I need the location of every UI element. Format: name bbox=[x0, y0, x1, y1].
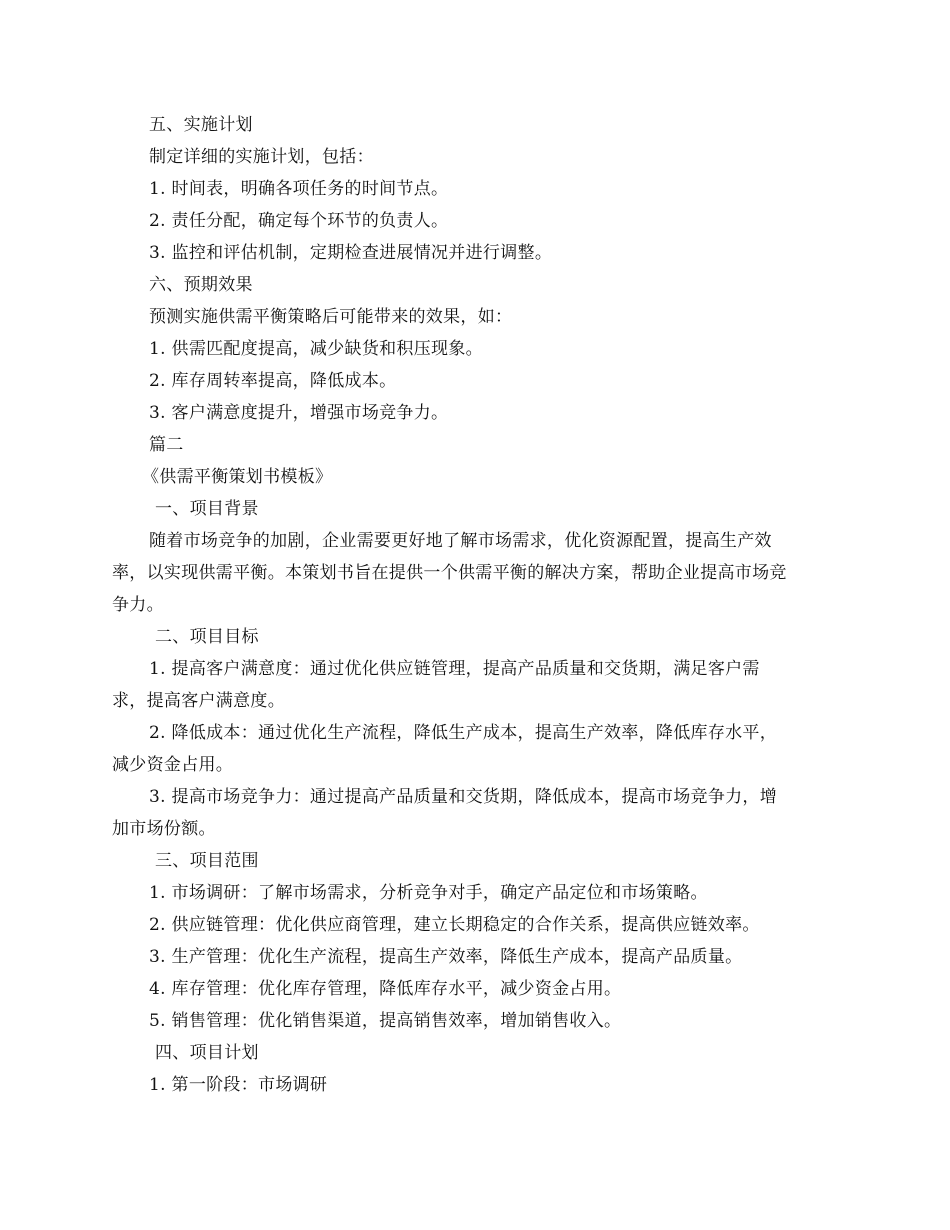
list-item: 3. 客户满意度提升，增强市场竞争力。 bbox=[149, 403, 449, 423]
list-item: 2. 责任分配，确定每个环节的负责人。 bbox=[149, 211, 449, 231]
list-item-continuation: 减少资金占用。 bbox=[112, 755, 234, 775]
list-item: 3. 监控和评估机制，定期检查进展情况并进行调整。 bbox=[149, 243, 553, 263]
section-heading: 五、实施计划 bbox=[149, 115, 253, 135]
paragraph-line: 率，以实现供需平衡。本策划书旨在提供一个供需平衡的解决方案，帮助企业提高市场竞 bbox=[112, 563, 787, 583]
list-item: 4. 库存管理：优化库存管理，降低库存水平，减少资金占用。 bbox=[149, 979, 622, 999]
section-heading: 四、项目计划 bbox=[155, 1043, 259, 1063]
paragraph-line: 争力。 bbox=[112, 595, 164, 615]
list-item: 1. 供需匹配度提高，减少缺货和积压现象。 bbox=[149, 339, 483, 359]
list-item: 1. 市场调研：了解市场需求，分析竞争对手，确定产品定位和市场策略。 bbox=[149, 883, 708, 903]
list-item: 2. 降低成本：通过优化生产流程，降低生产成本，提高生产效率，降低库存水平， bbox=[149, 723, 778, 743]
list-item: 3. 生产管理：优化生产流程，提高生产效率，降低生产成本，提高产品质量。 bbox=[149, 947, 743, 967]
list-item-continuation: 加市场份额。 bbox=[112, 819, 216, 839]
document-title: 《供需平衡策划书模板》 bbox=[142, 467, 333, 487]
list-item: 1. 提高客户满意度：通过优化供应链管理，提高产品质量和交货期，满足客户需 bbox=[149, 659, 760, 679]
section-heading: 六、预期效果 bbox=[149, 275, 253, 295]
section-heading: 二、项目目标 bbox=[155, 627, 259, 647]
list-item: 1. 时间表，明确各项任务的时间节点。 bbox=[149, 179, 449, 199]
chapter-label: 篇二 bbox=[149, 435, 184, 455]
paragraph-line: 预测实施供需平衡策略后可能带来的效果，如： bbox=[149, 307, 513, 327]
paragraph-line: 制定详细的实施计划，包括： bbox=[149, 147, 374, 167]
list-item: 2. 供应链管理：优化供应商管理，建立长期稳定的合作关系，提高供应链效率。 bbox=[149, 915, 760, 935]
list-item: 3. 提高市场竞争力：通过提高产品质量和交货期，降低成本，提高市场竞争力，增 bbox=[149, 787, 778, 807]
section-heading: 三、项目范围 bbox=[155, 851, 259, 871]
paragraph-line: 随着市场竞争的加剧，企业需要更好地了解市场需求，优化资源配置，提高生产效 bbox=[149, 531, 772, 551]
section-heading: 一、项目背景 bbox=[155, 499, 259, 519]
list-item: 5. 销售管理：优化销售渠道，提高销售效率，增加销售收入。 bbox=[149, 1011, 622, 1031]
list-item: 2. 库存周转率提高，降低成本。 bbox=[149, 371, 397, 391]
list-item: 1. 第一阶段：市场调研 bbox=[149, 1075, 328, 1095]
list-item-continuation: 求，提高客户满意度。 bbox=[112, 691, 285, 711]
